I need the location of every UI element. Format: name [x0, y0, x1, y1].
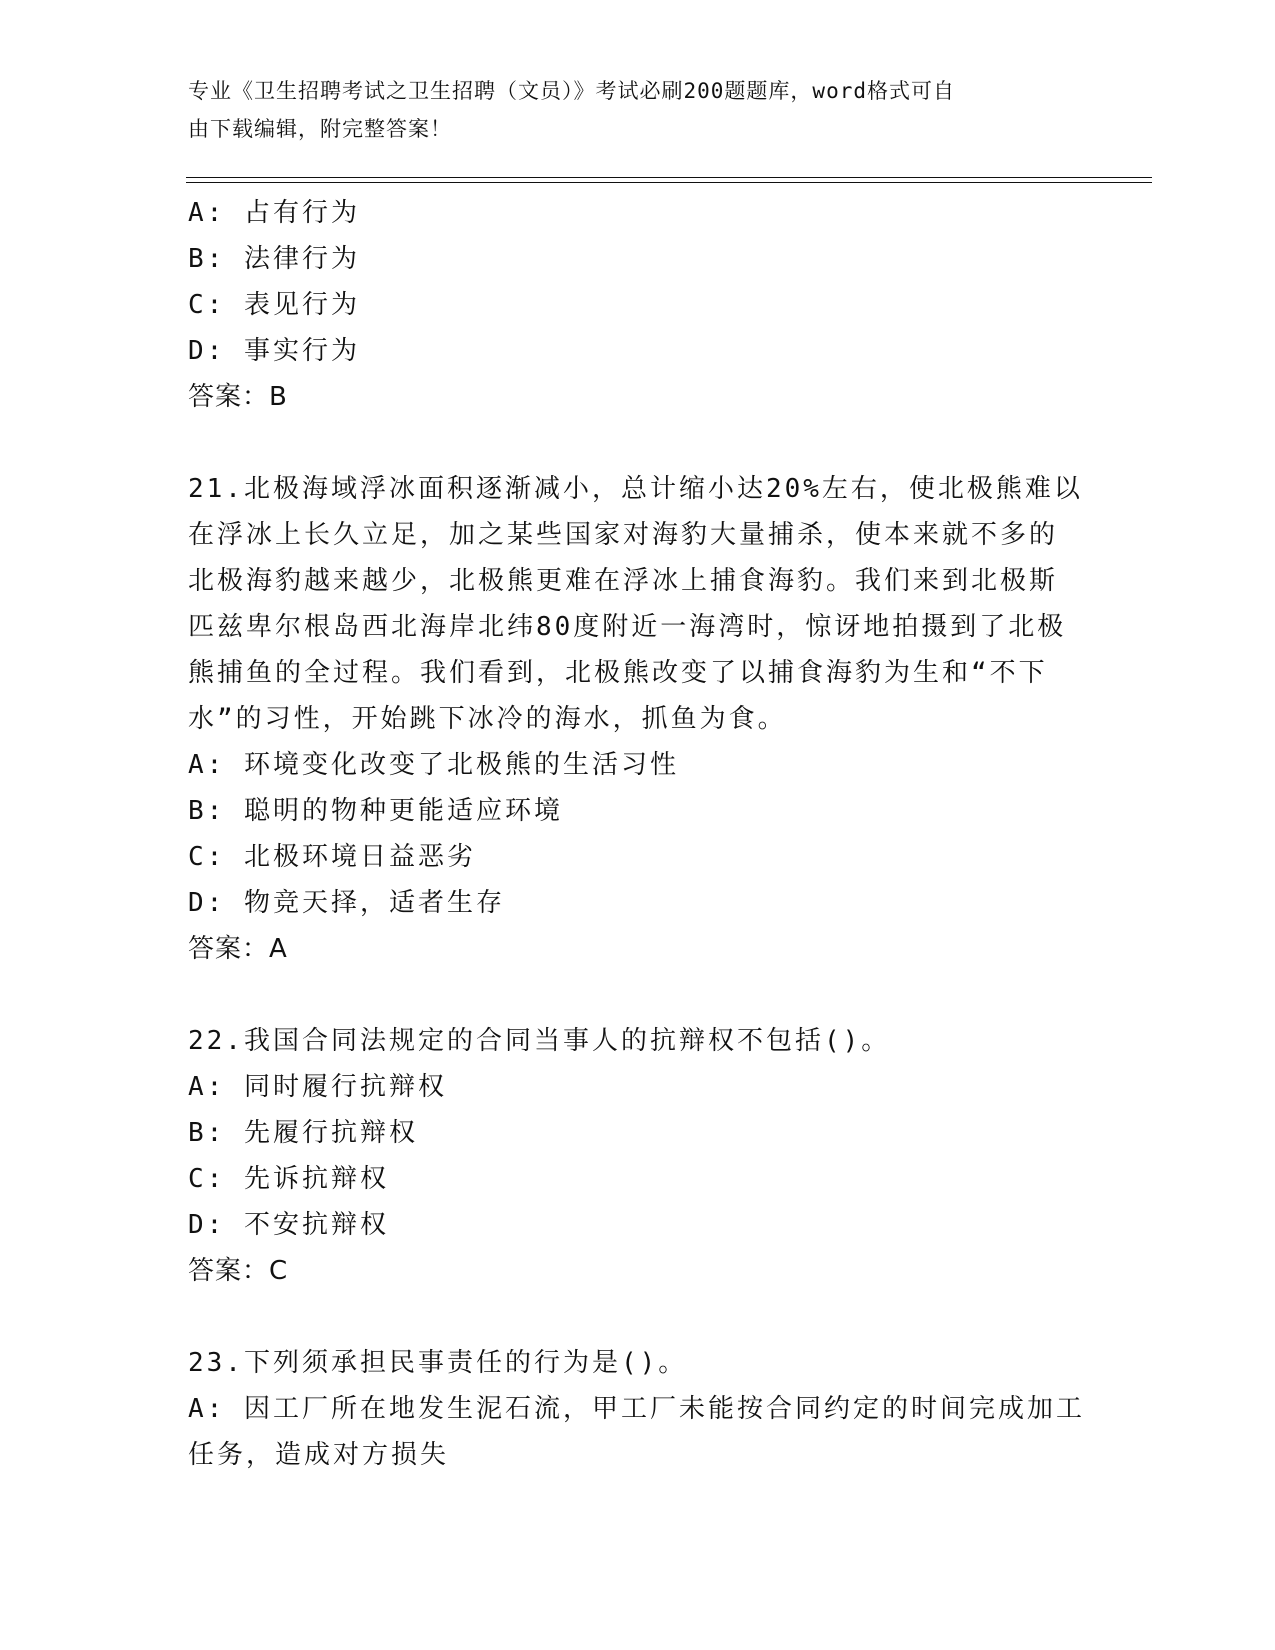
option-a: A: 环境变化改变了北极熊的生活习性 [188, 750, 679, 780]
header-divider [186, 177, 1152, 183]
option-a: A: 同时履行抗辩权 [188, 1072, 447, 1102]
question-stem-line: 熊捕鱼的全过程。我们看到，北极熊改变了以捕食海豹为生和“不下 [188, 658, 1048, 688]
option-a-line: A: 因工厂所在地发生泥石流，甲工厂未能按合同约定的时间完成加工 [188, 1394, 1085, 1424]
question-stem-line: 在浮冰上长久立足，加之某些国家对海豹大量捕杀，使本来就不多的 [188, 520, 1059, 550]
question-21 [188, 466, 1088, 972]
option-c: C: 先诉抗辩权 [188, 1164, 389, 1194]
answer: 答案：A [188, 934, 288, 964]
option-c: C: 表见行为 [188, 290, 360, 320]
option-d: D: 事实行为 [188, 336, 360, 366]
question-stem-line: 匹兹卑尔根岛西北海岸北纬80度附近一海湾时，惊讶地拍摄到了北极 [188, 612, 1067, 642]
question-stem: 23.下列须承担民事责任的行为是()。 [188, 1348, 688, 1378]
question-list [188, 190, 1088, 1478]
question-22 [188, 1018, 1088, 1294]
option-d: D: 不安抗辩权 [188, 1210, 389, 1240]
option-a: A: 占有行为 [188, 198, 360, 228]
question-stem-line: 水”的习性，开始跳下冰冷的海水，抓鱼为食。 [188, 704, 787, 734]
spacer [188, 1294, 1088, 1340]
question-20 [188, 190, 1088, 420]
option-b: B: 先履行抗辩权 [188, 1118, 418, 1148]
header-line-2: 由下载编辑，附完整答案！ [188, 117, 452, 141]
answer: 答案：B [188, 382, 288, 412]
option-a-line: 任务，造成对方损失 [188, 1440, 450, 1470]
header-line-1: 专业《卫生招聘考试之卫生招聘（文员）》考试必刷200题题库，word格式可自 [188, 79, 955, 103]
option-b: B: 聪明的物种更能适应环境 [188, 796, 563, 826]
option-d: D: 物竞天择，适者生存 [188, 888, 505, 918]
spacer [188, 972, 1088, 1018]
spacer [188, 420, 1088, 466]
document-header [188, 72, 1068, 148]
question-23 [188, 1340, 1088, 1478]
question-stem-line: 北极海豹越来越少，北极熊更难在浮冰上捕食海豹。我们来到北极斯 [188, 566, 1059, 596]
question-stem-line: 21.北极海域浮冰面积逐渐减小，总计缩小达20%左右，使北极熊难以 [188, 474, 1083, 504]
question-stem: 22.我国合同法规定的合同当事人的抗辩权不包括()。 [188, 1026, 891, 1056]
answer: 答案：C [188, 1256, 289, 1286]
option-b: B: 法律行为 [188, 244, 360, 274]
option-c: C: 北极环境日益恶劣 [188, 842, 476, 872]
